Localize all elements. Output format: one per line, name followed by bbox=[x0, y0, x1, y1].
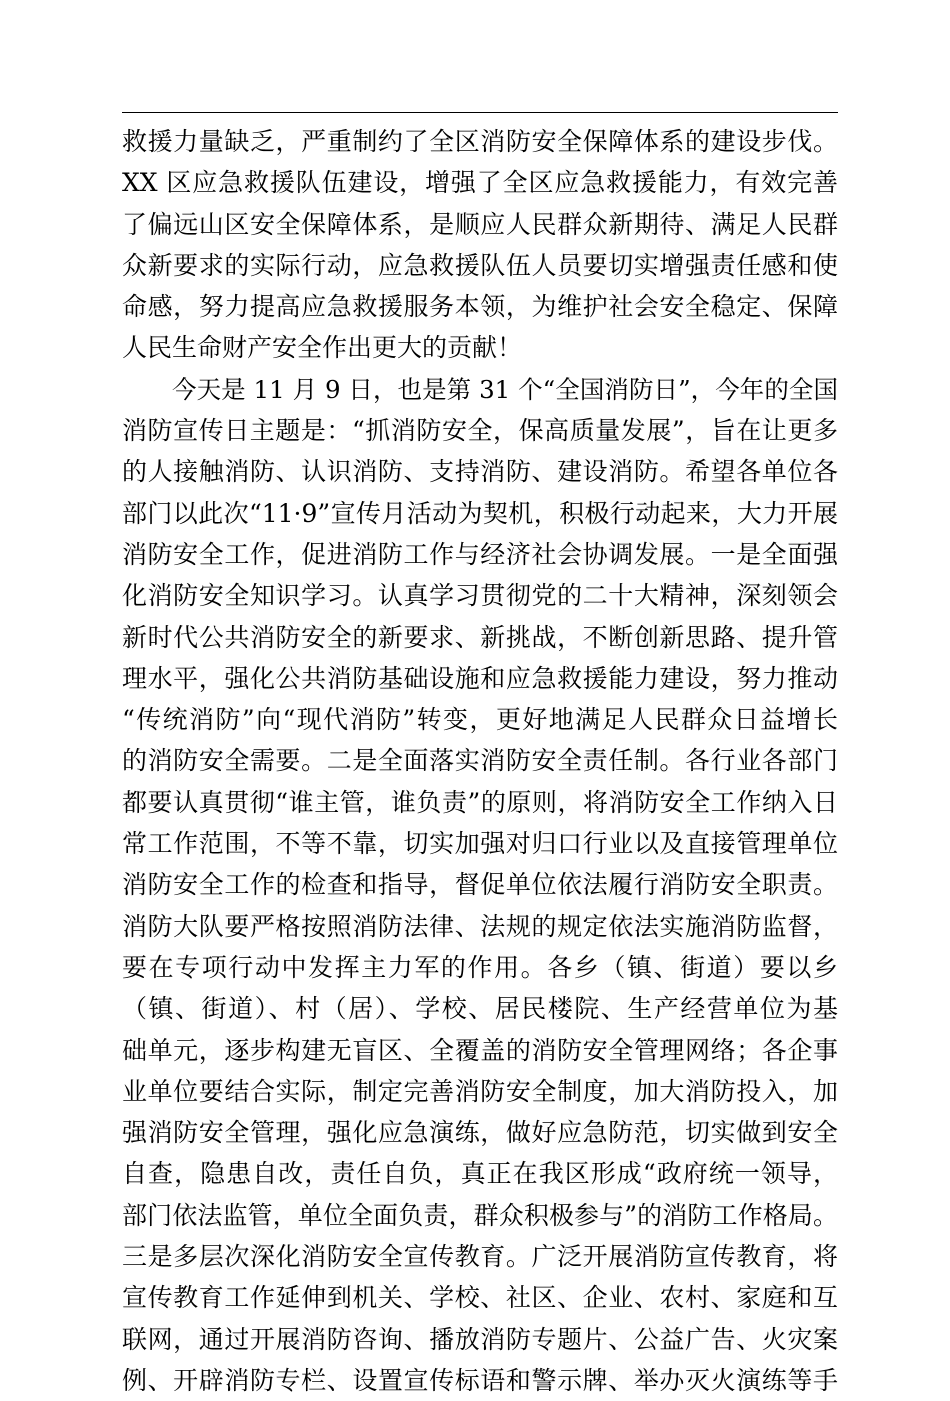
text-line: 自查，隐患自改，责任自负，真正在我区形成“政府统一领导， bbox=[122, 1159, 838, 1189]
text-line: 人民生命财产安全作出更大的贡献！ bbox=[122, 333, 523, 363]
text-line: 消防安全工作，促进消防工作与经济社会协调发展。一是全面强 bbox=[122, 539, 838, 569]
text-line: 消防大队要严格按照消防法律、法规的规定依法实施消防监督， bbox=[122, 911, 838, 941]
text-line: 新时代公共消防安全的新要求、新挑战，不断创新思路、提升管 bbox=[122, 622, 838, 652]
text-line: 强消防安全管理，强化应急演练，做好应急防范，切实做到安全 bbox=[122, 1118, 838, 1148]
text-line: 都要认真贯彻“谁主管，谁负责”的原则，将消防安全工作纳入日 bbox=[122, 787, 838, 817]
text-line: 三是多层次深化消防安全宣传教育。广泛开展消防宣传教育，将 bbox=[122, 1242, 838, 1272]
text-line: 部门依法监管，单位全面负责，群众积极参与”的消防工作格局。 bbox=[122, 1200, 838, 1230]
text-line: 了偏远山区安全保障体系，是顺应人民群众新期待、满足人民群 bbox=[122, 209, 838, 239]
text-line: 救援力量缺乏，严重制约了全区消防安全保障体系的建设步伐。 bbox=[122, 127, 838, 156]
text-line: 例、开辟消防专栏、设置宣传标语和警示牌、举办灭火演练等手 bbox=[122, 1365, 838, 1395]
text-line: “传统消防”向“现代消防”转变，更好地满足人民群众日益增长 bbox=[122, 705, 838, 735]
text-line: 宣传教育工作延伸到机关、学校、社区、企业、农村、家庭和互 bbox=[122, 1283, 838, 1313]
text-line: 今天是 11 月 9 日，也是第 31 个“全国消防日”，今年的全国 bbox=[172, 374, 838, 404]
text-line: 要在专项行动中发挥主力军的作用。各乡（镇、街道）要以乡 bbox=[122, 952, 838, 982]
text-line: 众新要求的实际行动，应急救援队伍人员要切实增强责任感和使 bbox=[122, 250, 838, 280]
text-line: 常工作范围，不等不靠，切实加强对归口行业以及直接管理单位 bbox=[122, 829, 838, 859]
header-rule bbox=[122, 112, 838, 113]
text-line: 础单元，逐步构建无盲区、全覆盖的消防安全管理网络；各企事 bbox=[122, 1035, 838, 1065]
text-line: 化消防安全知识学习。认真学习贯彻党的二十大精神，深刻领会 bbox=[122, 581, 838, 611]
body-text bbox=[122, 121, 838, 1401]
text-line: 理水平，强化公共消防基础设施和应急救援能力建设，努力推动 bbox=[122, 663, 838, 693]
text-line: 的消防安全需要。二是全面落实消防安全责任制。各行业各部门 bbox=[122, 746, 838, 776]
text-line: 消防宣传日主题是：“抓消防安全，保高质量发展”，旨在让更多 bbox=[122, 416, 838, 446]
text-line: 联网，通过开展消防咨询、播放消防专题片、公益广告、火灾案 bbox=[122, 1324, 838, 1354]
text-line: 业单位要结合实际，制定完善消防安全制度，加大消防投入，加 bbox=[122, 1076, 838, 1106]
text-line: XX 区应急救援队伍建设，增强了全区应急救援能力，有效完善 bbox=[122, 168, 838, 198]
text-line: 消防安全工作的检查和指导，督促单位依法履行消防安全职责。 bbox=[122, 870, 838, 900]
text-line: 的人接触消防、认识消防、支持消防、建设消防。希望各单位各 bbox=[122, 457, 838, 487]
text-line: （镇、街道）、村（居）、学校、居民楼院、生产经营单位为基 bbox=[122, 994, 838, 1024]
text-line: 部门以此次“11·9”宣传月活动为契机，积极行动起来，大力开展 bbox=[122, 498, 838, 528]
text-line: 命感，努力提高应急救援服务本领，为维护社会安全稳定、保障 bbox=[122, 292, 838, 322]
